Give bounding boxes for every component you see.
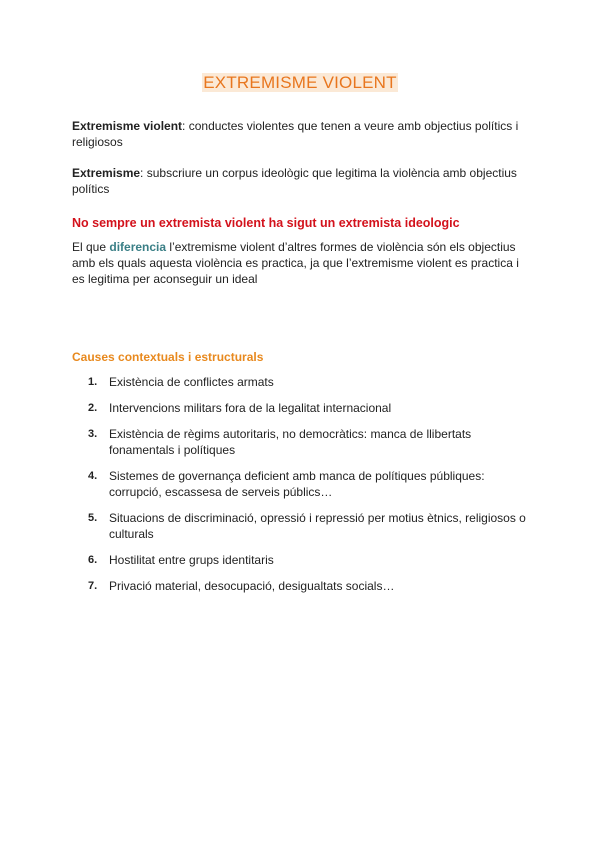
- list-text: Existència de règims autoritaris, no democràtics: manca de llibertats fonamentals i polítiques: [109, 427, 472, 457]
- page-title: [0, 73, 600, 93]
- definition-text: : conductes violentes que tenen a veure amb objectius polítics i religiosos: [72, 119, 519, 149]
- list-text: Hostilitat entre grups identitaris: [109, 553, 274, 567]
- causes-list: [88, 374, 538, 604]
- list-number: 1.: [88, 376, 98, 388]
- red-heading: No sempre un extremista violent ha sigut un extremista ideologic: [72, 216, 460, 230]
- definition-text: : subscriure un corpus ideològic que legitima la violència amb objectius polítics: [72, 166, 517, 196]
- list-text: Sistemes de governança deficient amb manca de polítiques públiques: corrupció, escassesa de serveis públics…: [109, 469, 485, 499]
- list-item: [88, 400, 538, 416]
- list-text: Intervencions militars fora de la legalitat internacional: [109, 401, 392, 415]
- list-number: 2.: [88, 402, 98, 414]
- list-number: 3.: [88, 428, 98, 440]
- list-item: [88, 468, 538, 500]
- list-item: [88, 426, 538, 458]
- explanation-paragraph: [72, 239, 532, 287]
- explanation-highlight: diferencia: [109, 240, 167, 254]
- list-item: [88, 578, 538, 594]
- title-text: EXTREMISME VIOLENT: [203, 73, 397, 92]
- list-text: Privació material, desocupació, desigualtats socials…: [109, 579, 395, 593]
- definition-violent-extremism: [72, 118, 532, 150]
- list-number: 6.: [88, 554, 98, 566]
- explanation-after: l’extremisme violent d’altres formes de violència són els objectius amb els quals aquesta violència es practica, ja que l’extremisme violent es practica i es legitima per aconseguir un ideal: [72, 240, 519, 286]
- definition-term: Extremisme violent: [72, 119, 183, 133]
- explanation-before: El que: [72, 240, 110, 254]
- list-item: [88, 374, 538, 390]
- list-text: Existència de conflictes armats: [109, 375, 274, 389]
- list-number: 5.: [88, 512, 98, 524]
- list-item: [88, 552, 538, 568]
- definition-term: Extremisme: [72, 166, 141, 180]
- list-text: Situacions de discriminació, opressió i repressió per motius ètnics, religiosos o culturals: [109, 511, 526, 541]
- list-number: 7.: [88, 580, 98, 592]
- list-item: [88, 510, 538, 542]
- causes-heading: Causes contextuals i estructurals: [72, 350, 264, 364]
- list-number: 4.: [88, 470, 98, 482]
- definition-extremism: [72, 165, 532, 197]
